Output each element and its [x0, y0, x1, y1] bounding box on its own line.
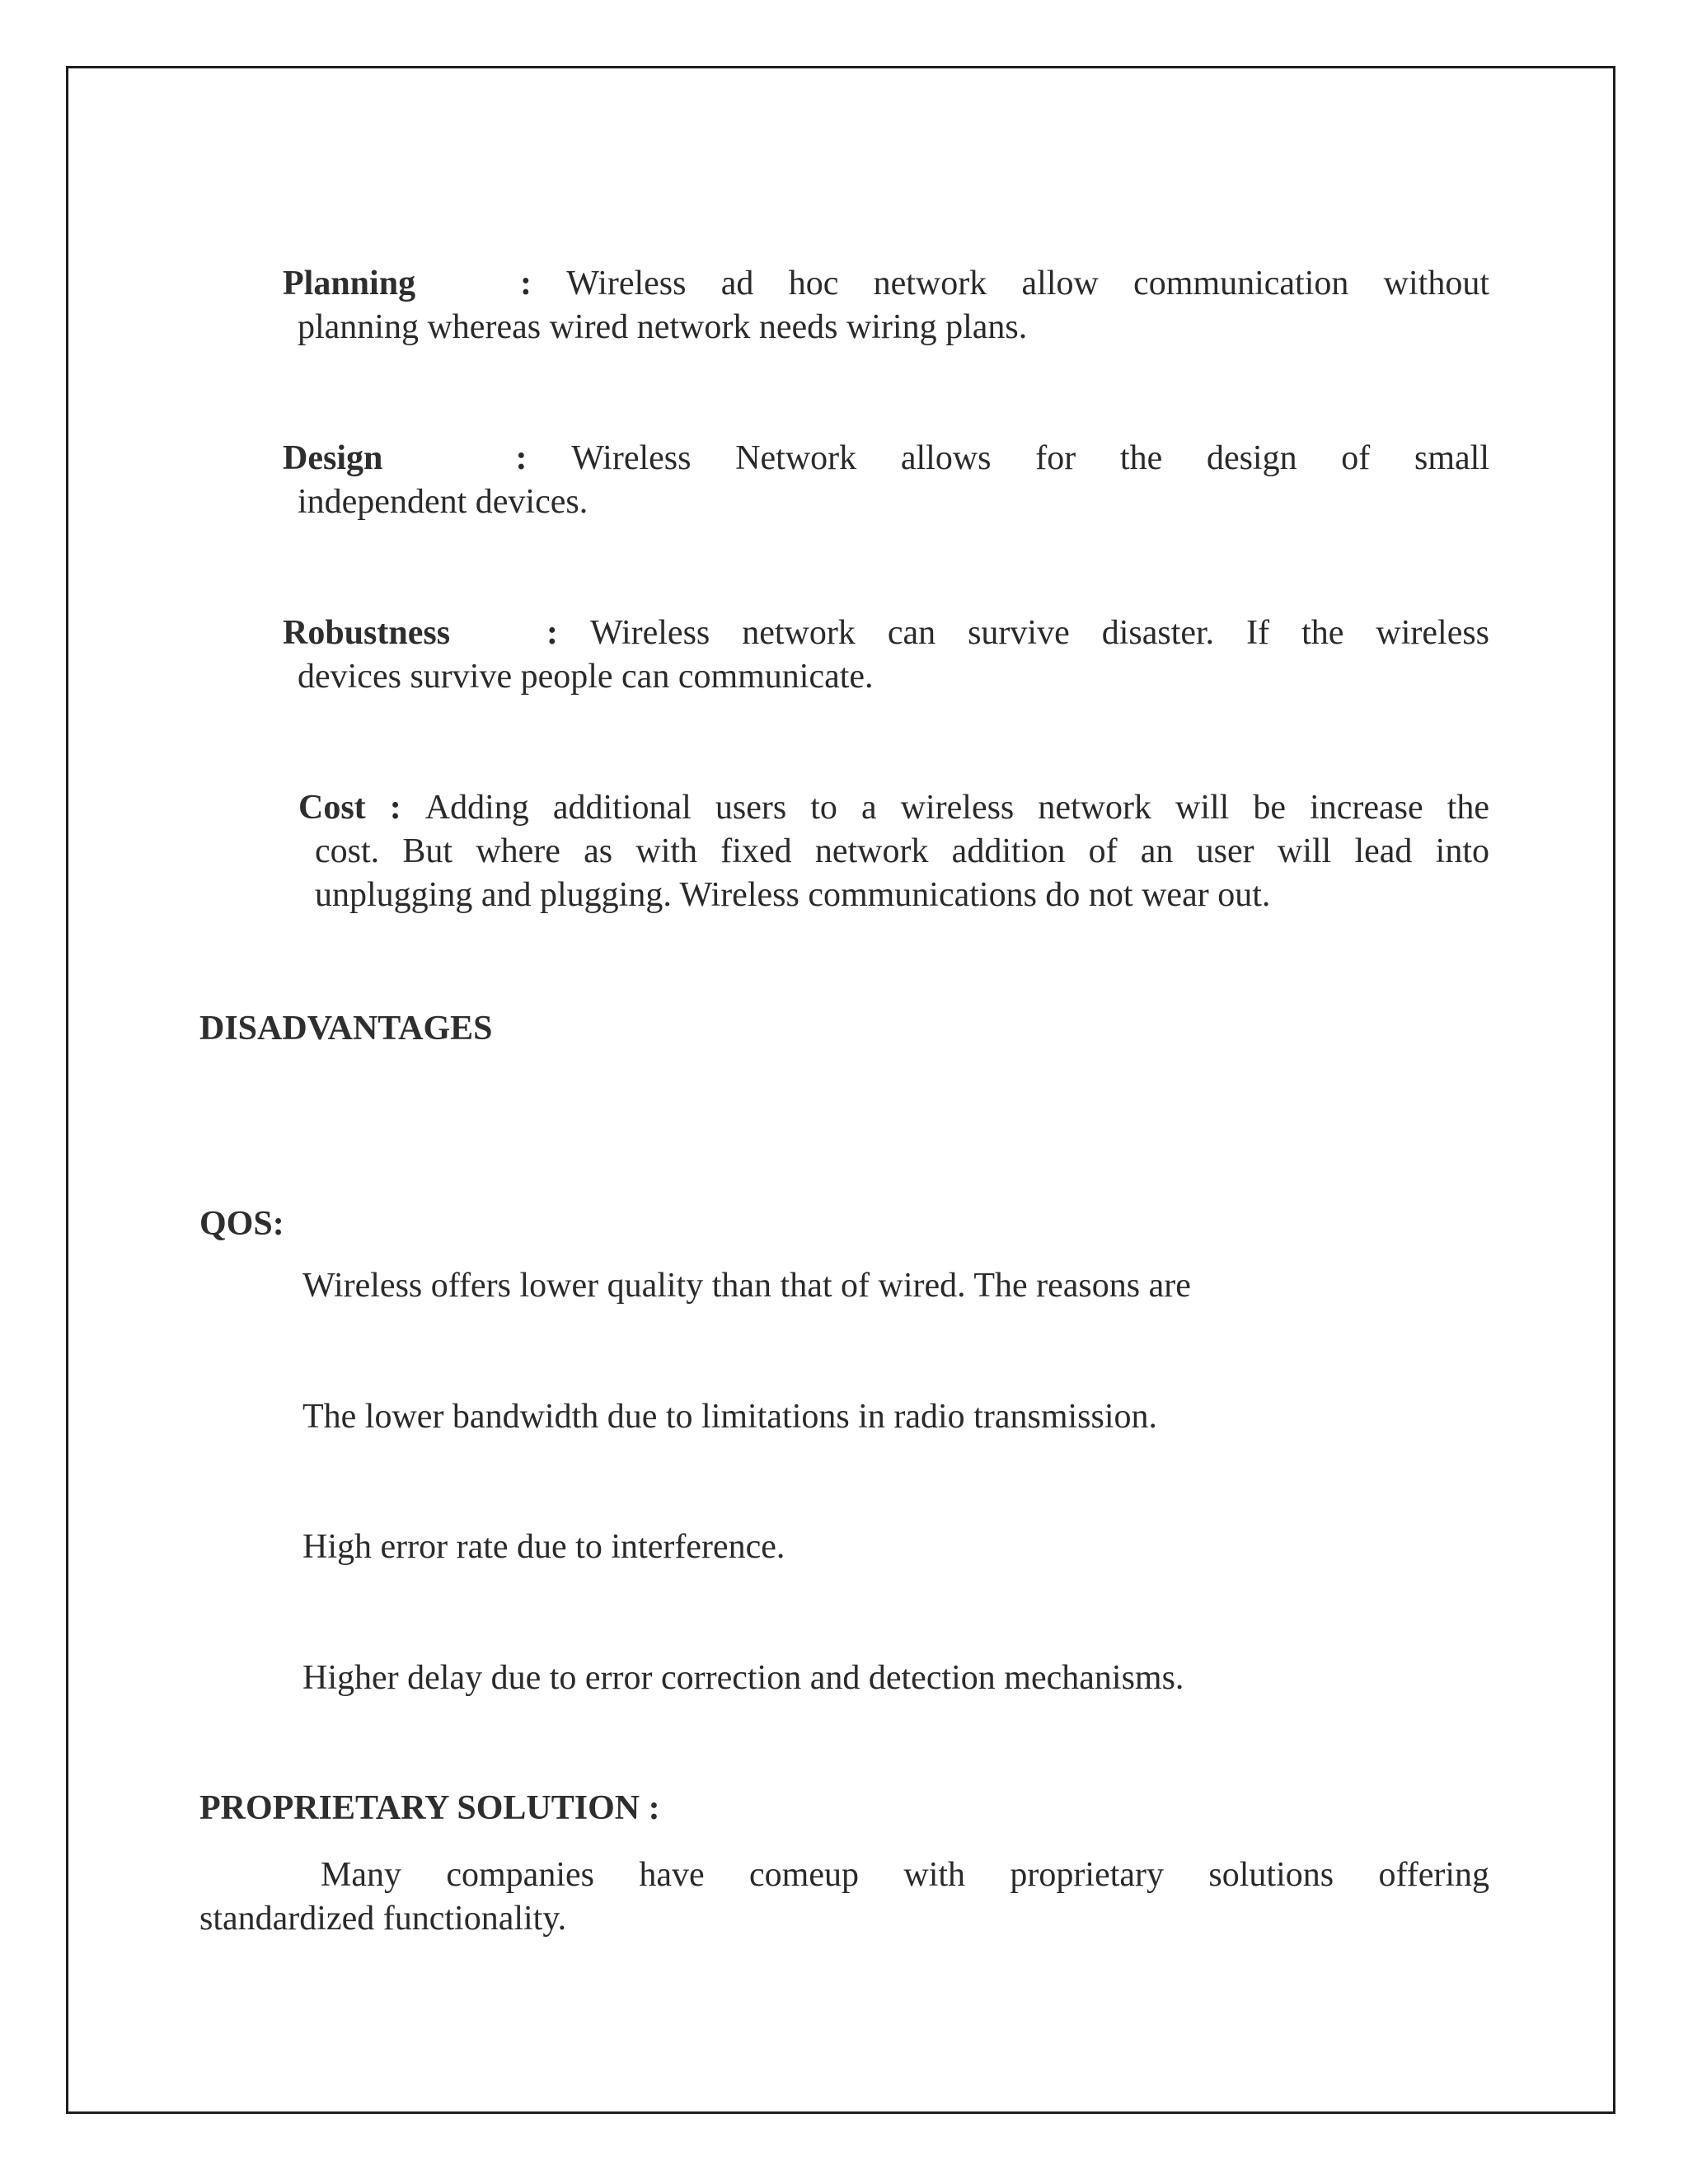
advantage-term: Robustness	[283, 614, 451, 652]
advantage-robustness: Robustness : Wireless network can survive disaster. If the wireless devices survive people can communicate.	[283, 612, 1489, 699]
proprietary-text: Many companies have comeup with proprietary solutions offering	[321, 1856, 1489, 1894]
advantage-text: Wireless ad hoc network allow communication without	[566, 265, 1490, 302]
advantage-term: Planning	[283, 265, 416, 302]
proprietary-heading: PROPRIETARY SOLUTION :	[199, 1789, 660, 1827]
advantage-text: Wireless network can survive disaster. If the wireless	[590, 614, 1490, 652]
advantage-text-cont: cost. But where as with fixed network addition of an user will lead into	[315, 832, 1489, 870]
advantage-planning: Planning : Wireless ad hoc network allow communication without planning whereas wired network needs wiring plans.	[283, 262, 1489, 349]
qos-intro: Wireless offers lower quality than that of wired. The reasons are	[302, 1267, 1191, 1305]
qos-reason: Higher delay due to error correction and detection mechanisms.	[302, 1659, 1184, 1697]
advantage-text: Adding additional users to a wireless network will be increase the	[424, 789, 1490, 827]
qos-reason: The lower bandwidth due to limitations in radio transmission.	[302, 1398, 1158, 1436]
advantage-text-cont: devices survive people can communicate.	[298, 658, 874, 696]
advantage-text-cont: unplugging and plugging. Wireless communications do not wear out.	[315, 876, 1271, 914]
advantage-text-cont: planning whereas wired network needs wiring plans.	[298, 308, 1028, 346]
advantage-term: Design	[283, 439, 383, 477]
qos-reason: High error rate due to interference.	[302, 1528, 785, 1566]
advantage-cost: Cost : Adding additional users to a wireless network will be increase the cost. But where as with fixed network addition of an user will lead into unplugging and plugging. Wireless communications do not wear out.	[298, 786, 1489, 917]
proprietary-paragraph	[199, 1854, 1489, 1941]
disadvantages-heading: DISADVANTAGES	[199, 1010, 493, 1047]
advantage-text-cont: independent devices.	[298, 483, 588, 521]
qos-heading: QOS:	[199, 1205, 284, 1243]
advantage-text: Wireless Network allows for the design of small	[571, 439, 1489, 477]
advantage-term: Cost	[298, 789, 366, 827]
proprietary-text-cont: standardized functionality.	[199, 1900, 567, 1938]
advantage-design: Design : Wireless Network allows for the design of small independent devices.	[283, 437, 1489, 524]
